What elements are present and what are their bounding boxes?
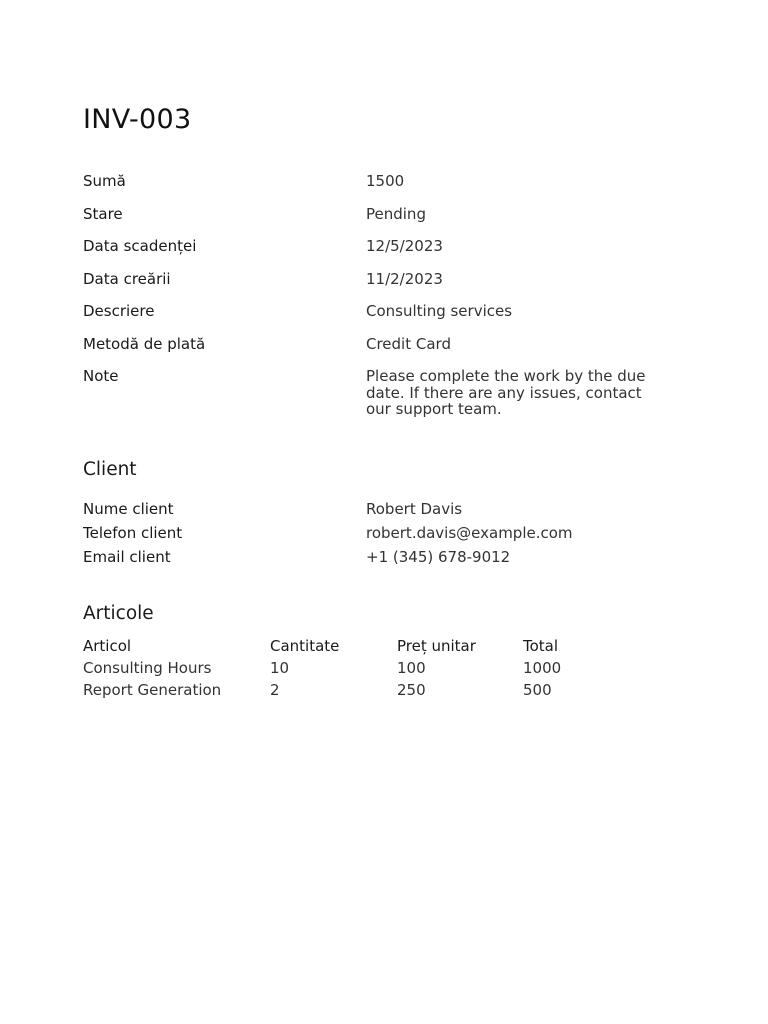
client-section-title: Client	[83, 459, 137, 480]
column-header-item: Articol	[83, 637, 132, 655]
client-row-name	[83, 497, 685, 521]
column-header-quantity: Cantitate	[270, 637, 340, 655]
table-row	[83, 657, 583, 679]
table-cell: 500	[523, 681, 552, 699]
client-label: Email client	[83, 548, 171, 566]
table-header-row	[83, 635, 583, 657]
detail-label: Stare	[83, 204, 123, 223]
detail-label: Sumă	[83, 172, 126, 190]
detail-value: Credit Card	[366, 334, 451, 353]
detail-row-note	[83, 368, 685, 418]
items-table	[83, 635, 583, 701]
client-row-phone	[83, 521, 685, 545]
table-cell: 10	[270, 659, 290, 677]
column-header-unit-price: Preț unitar	[397, 637, 476, 655]
client-value: robert.davis@example.com	[366, 524, 573, 542]
client-label: Telefon client	[83, 524, 183, 542]
detail-value: 11/2/2023	[366, 269, 443, 288]
detail-row-amount	[83, 173, 685, 189]
detail-row-status	[83, 206, 685, 222]
detail-value: 1500	[366, 172, 405, 190]
detail-label: Descriere	[83, 302, 155, 320]
detail-value: 12/5/2023	[366, 237, 443, 255]
items-section-title: Articole	[83, 603, 154, 624]
table-cell: 100	[397, 659, 426, 677]
detail-label: Data creării	[83, 269, 171, 288]
table-cell: 1000	[523, 659, 562, 677]
detail-row-description	[83, 303, 685, 319]
detail-row-payment-method	[83, 336, 685, 352]
detail-label: Note	[83, 367, 119, 385]
client-label: Nume client	[83, 500, 174, 518]
table-cell: 250	[397, 681, 426, 699]
table-cell: 2	[270, 681, 280, 699]
column-header-total: Total	[523, 637, 559, 655]
client-row-email	[83, 545, 685, 569]
detail-value: Consulting services	[366, 302, 513, 320]
invoice-title: INV-003	[83, 104, 192, 135]
detail-row-due-date	[83, 238, 685, 254]
client-value: +1 (345) 678-9012	[366, 548, 511, 566]
invoice-details	[83, 173, 685, 434]
client-details	[83, 497, 685, 569]
client-value: Robert Davis	[366, 500, 463, 518]
detail-label: Metodă de plată	[83, 334, 206, 353]
detail-row-created-date	[83, 271, 685, 287]
table-cell: Report Generation	[83, 681, 222, 699]
detail-value: Pending	[366, 204, 426, 223]
table-row	[83, 679, 583, 701]
detail-value: Please complete the work by the due date. If there are any issues, contact our support team.	[366, 367, 646, 418]
detail-label: Data scadenței	[83, 237, 197, 255]
table-cell: Consulting Hours	[83, 659, 212, 677]
